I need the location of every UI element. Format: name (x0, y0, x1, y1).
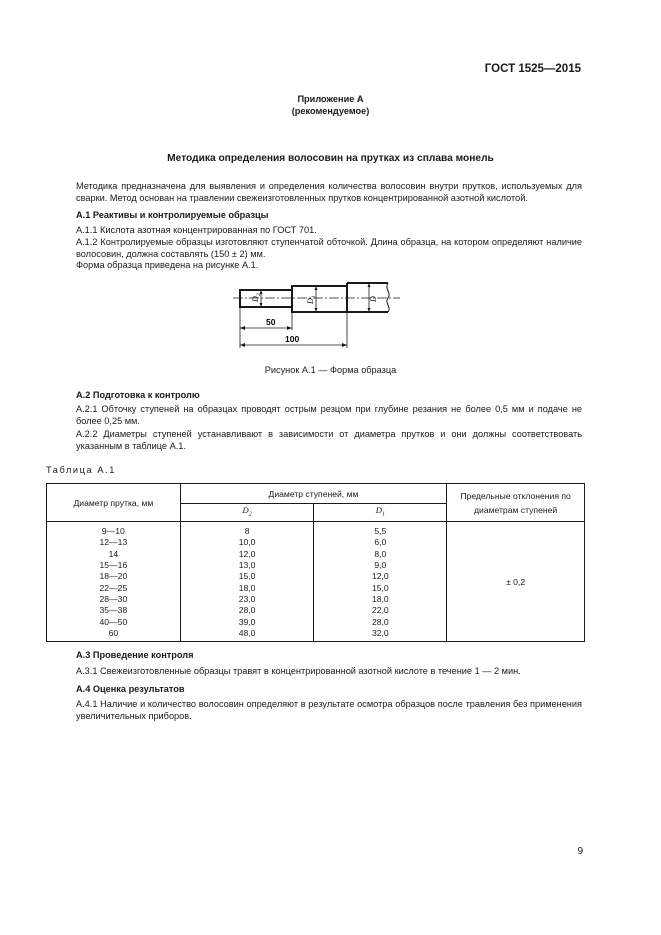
d1-values: 5,5 6,0 8,0 9,0 12,0 15,0 18,0 22,0 28,0 32,0 (314, 522, 447, 642)
deviation-value: ± 0,2 (447, 522, 585, 642)
header-d1: $D_1$ (314, 504, 447, 522)
paragraph-a3-1: А.3.1 Свежеизготовленные образцы травят в концентрированной азотной кислоте в течение 1 — 2 мин. (76, 666, 521, 676)
main-title: Методика определения волосовин на прутках из сплава монель (167, 153, 494, 164)
header-deviation: Предельные отклонения по диаметрам ступеней (447, 484, 585, 522)
header-step-diameter: Диаметр ступеней, мм (180, 484, 446, 504)
section-a3-title: А.3 Проведение контроля (76, 650, 194, 660)
paragraph-a4-1: А.4.1 Наличие и количество волосовин определяют в результате осмотра образцов после травления без применения увеличительных приборов. (76, 699, 582, 721)
sample-drawing (225, 278, 415, 358)
section-a4-title: А.4 Оценка результатов (76, 684, 185, 694)
header-d2: $D_2$ (180, 504, 314, 522)
header-rod-diameter: Диаметр прутка, мм (47, 484, 181, 522)
label-d1-sub: 1 (311, 295, 317, 298)
rod-diameter-values: 9—10 12—13 14 15—16 18—20 22—25 28—30 35—38 40—50 60 (47, 522, 181, 642)
steps-table (46, 483, 585, 642)
paragraph-a1-1: А.1.1 Кислота азотная концентрированная по ГОСТ 701. (76, 225, 317, 235)
label-d: D (369, 296, 378, 302)
document-code: ГОСТ 1525—2015 (484, 63, 581, 75)
d2-values: 8 10,0 12,0 13,0 15,0 18,0 23,0 28,0 39,0 48,0 (180, 522, 314, 642)
paragraph-a1-2: А.1.2 Контролируемые образцы изготовляют ступенчатой обточкой. Длина образца, на котором определяют наличие волосовин, должна составлять (150 ± 2) мм. (76, 237, 582, 259)
dimension-100: 100 (285, 334, 300, 344)
table-label: Таблица А.1 (46, 465, 116, 475)
paragraph-a2-1: А.2.1 Обточку ступеней на образцах проводят острым резцом при глубине резания не более 0,5 мм и подаче не более 0,25 мм. (76, 404, 582, 426)
dimension-50: 50 (266, 317, 276, 327)
page-number: 9 (577, 846, 583, 857)
paragraph-a2-2: А.2.2 Диаметры ступеней устанавливают в зависимости от диаметра прутков и они должны соответствовать указанным в таблице А.1. (76, 429, 582, 451)
appendix-subtitle: (рекомендуемое) (291, 106, 370, 116)
figure-caption: Рисунок А.1 — Форма образца (264, 365, 397, 375)
section-a1-title: А.1 Реактивы и контролируемые образцы (76, 210, 269, 220)
paragraph-a1-3: Форма образца приведена на рисунке А.1. (76, 260, 259, 270)
label-d2-sub: 2 (256, 293, 262, 296)
appendix-title: Приложение А (297, 94, 364, 104)
label-d1: D (306, 298, 315, 304)
label-d2: D (251, 296, 260, 302)
section-a2-title: А.2 Подготовка к контролю (76, 390, 200, 400)
intro-paragraph: Методика предназначена для выявления и определения количества волосовин внутри прутков, используемых для сварки. Метод основан на травлении свежеизготовленных прутков концентрированной азотной кислотой. (76, 181, 582, 203)
